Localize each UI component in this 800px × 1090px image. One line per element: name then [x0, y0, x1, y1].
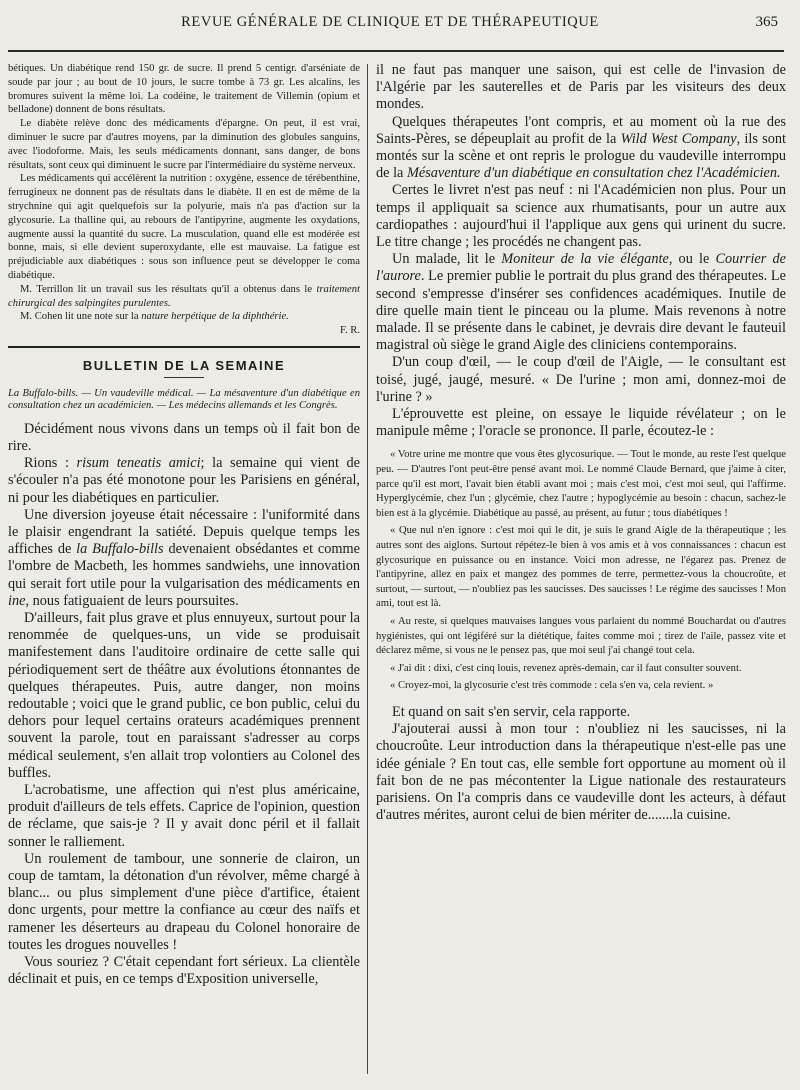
text-span: ; la semaine qui vient de s'écouler n'a pas été monotone pour les Parisiens en général, ni pour les diabétiques en particulier. [8, 455, 361, 506]
bulletin-continued [376, 62, 786, 440]
paragraph: Décidément nous vivons dans un temps où il fait bon de rire. [8, 420, 360, 454]
quote-paragraph: « Que nul n'en ignore : c'est moi qui le dit, je suis le grand Aigle de la thérapeutique ; les autres sont des aiglons. Surtout répétez-le bien à vos amis et à vos connaissances : chacun est glycosurique en puissance ou en instance. Voici mon adresse, ne l'égarez pas. Prenez de l'antipyrine, allez en paix et mangez des pommes de terre, permettez-vous la choucroûte, et surtout, — surtout, — n'oubliez pas les saucisses. Des saucisses ! Le régime des saucisses ! Mon ami, tout est là. [376, 525, 786, 610]
text-span: Une diversion joyeuse était nécessaire : l'uniformité dans le plaisir engendrant la satiété. Depuis quelque temps les affiches de [8, 506, 360, 558]
paragraph: L'éprouvette est pleine, on essaye le liquide révélateur ; on le manipule même ; l'oracle se prononce. Il parle, écoutez-le : [376, 406, 786, 440]
paragraph: bétiques. Un diabétique rend 150 gr. de sucre. Il prend 5 centigr. d'arséniate de soude par jour ; au bout de 10 jours, le sucre tombe à 73 gr. Les alcalins, les bromures suivent la même loi. La codéine, le traitement de Villemin (opium et belladone) donnent de bons résultats. [8, 63, 360, 116]
italic-span: nature herpétique de la diphthérie. [141, 311, 289, 323]
text-span: M. Cohen lit une note sur la [20, 311, 139, 323]
paragraph [8, 310, 360, 324]
italic-span: Courrier de l'aurore [376, 251, 786, 285]
quote-paragraph: « J'ai dit : dixi, c'est cinq louis, revenez après-demain, car il faut consulter souvent. [390, 662, 742, 674]
paragraph: Un roulement de tambour, une sonnerie de clairon, un coup de tamtam, la détonation d'un révolver, même chargé à blanc... ou plus simplement d'une pièce d'artifice, étaient donc urgents, pour mettre la confiance au cœur des naïfs et ramener les déserteurs au drapeau du Colonel honoraire de toutes les drogues nouvelles ! [8, 850, 360, 953]
consultation-quote [376, 448, 786, 694]
paragraph: J'ajouterai aussi à mon tour : n'oubliez ni les saucisses, ni la choucroûte. Leur introduction dans la thérapeutique n'est-elle pas une idée géniale ? En tout cas, elle semble fort opportune au moment où il fait bon de ne pas mécontenter la Ligue nationale des restaurateurs parisiens. On l'a compris dans ce vaudeville dont les acteurs, à défaut d'autres mérites, auront celui de bien mériter de.......la cuisine. [376, 721, 786, 824]
bulletin-conclusion [376, 704, 786, 824]
text-span: . Le premier publie le portrait du plus grand des thérapeutes. Le second s'empresse d'insérer ses confidences académiques. Inutile de dire quelle main tient le pinceau ou la plume. Mais revenons à notre malade. Il se présente dans le cabinet, je devrais dire devant le fauteuil magistral où siège le grand Aigle des cliniciens contemporains. [376, 268, 786, 354]
running-title: REVUE GÉNÉRALE DE CLINIQUE ET DE THÉRAPEUTIQUE [181, 14, 599, 30]
signature-line [8, 324, 360, 338]
text-span: , ou le [668, 251, 710, 268]
text-span: , nous fatiguaient de leurs poursuites. [25, 592, 239, 609]
italic-span: risum teneatis amici [76, 455, 201, 472]
left-column [8, 62, 360, 988]
quote-paragraph: « Croyez-moi, la glycosurie c'est très commode : cela s'en va, cela revient. » [390, 680, 714, 692]
page-header [0, 0, 800, 52]
paragraph: Vous souriez ? C'était cependant fort sérieux. La clientèle déclinait et puis, en ce temps d'Exposition universelle, [8, 954, 360, 988]
text-span: devenaient obsédantes et comme l'ombre de Macbeth, les hommes sandwiehs, une innovation qui serait fort utile pour la vulgarisation des médicaments en [8, 541, 361, 592]
header-rule [8, 50, 784, 52]
paragraph: Les médicaments qui accélèrent la nutrition : oxygène, essence de térébenthine, ferrugineux ne donnent pas de résultats dans le diabète. Il en est de même de la strychnine qui agit quelquefois sur la polyurie, mais n'a pas d'action sur la glycosurie. La thalline qui, au rebours de l'antipyrine, augmente les oxydations, augmente aussi la quantité du sucre. La musculation, quand elle est modérée est bonne, mais, si elle devient superoxydante, elle est mauvaise. La fatigue est préjudiciable aux diabétiques : sous son influence peut se développer le coma diabétique. [8, 173, 360, 281]
paragraph: Le diabète relève donc des médicaments d'épargne. On peut, il est vrai, diminuer le sucre par d'autres moyens, par la diminution des globules sanguins, avec l'iodoforme. Mais, les seuls médicaments donnant, sans danger, de bons résultats, sont ceux qui diminuent le sucre par l'intermédiaire du système nerveux. [8, 118, 360, 171]
italic-span: Mésaventure d'un diabétique en consultation chez l'Académicien. [406, 165, 781, 182]
quote-paragraph: « Votre urine me montre que vous êtes glycosurique. — Tout le monde, au reste l'est quelque peu. — D'autres l'ont peut-être pensé avant moi. Le nommé Claude Bernard, que j'aime à citer, parce qu'il est mort, l'avait bien établi avant moi ; mais c'est moi, c'est moi seul, qui l'affirme. Hyperglycémie, chez l'un ; glycémie, chez l'autre ; hypoglycémie au besoin : chacun, sachez-le bien est à la glycémie. Diabétique au passé, au présent, au futur ; tous diabétiques ! [376, 449, 786, 519]
text-span: Rions : [24, 455, 69, 472]
quote-paragraph: « Au reste, si quelques mauvaises langues vous parlaient du nommé Bouchardat ou d'autres hygiénistes, qui ont légiféré sur la diététique, faites comme moi ; tirez de l'aile, passez vite et déclarez même, si vous ne le pensez pas, que moi seul j'ai changé tout cela. [376, 616, 786, 657]
paragraph: il ne faut pas manquer une saison, qui est celle de l'invasion de l'Algérie par les sauterelles et de Paris par les visiteurs des deux mondes. [376, 62, 786, 113]
academy-report [8, 62, 360, 338]
paragraph [8, 455, 360, 507]
title-ornament [164, 377, 204, 378]
text-span: Quelques thérapeutes l'ont compris, et au moment où la rue des Saints-Pères, se dépeuplait au profit de la [376, 113, 786, 147]
bulletin-body [8, 421, 360, 989]
section-summary: La Buffalo-bills. — Un vaudeville médical. — La mésaventure d'un diabétique en consultation chez un académicien. — Les médecins allemands et les Congrès. [8, 387, 360, 412]
paragraph: Certes le livret n'est pas neuf : ni l'Académicien non plus. Pour un temps il appliquait sa science aux rhumatisants, pour un autre aux cardiopathes : aujourd'hui il l'applique aux gens qui urinent du sucre. Le titre change ; les procédés ne changent pas. [376, 182, 786, 251]
italic-span: la Buffalo-bills [76, 541, 164, 558]
italic-span: Moniteur de la vie élégante [501, 251, 669, 268]
paragraph: Et quand on sait s'en servir, cela rapporte. [392, 703, 631, 720]
paragraph: D'un coup d'œil, — le coup d'œil de l'Aigle, — le consultant est toisé, jugé, jaugé, mesuré. « De l'urine ; mon ami, donnez-moi de l'urine ? » [376, 354, 786, 405]
paragraph: L'acrobatisme, une affection qui n'est plus américaine, produit d'ailleurs de tels effets. Caprice de l'opinion, question de réclame, que sais-je ? Il y avait donc péril et il fallait sonner le ralliement. [8, 782, 360, 850]
italic-span: Wild West Company [620, 130, 737, 147]
signature: F. R. [339, 325, 360, 337]
text-span: Un malade, lit le [392, 251, 496, 268]
right-column [376, 62, 786, 824]
paragraph: D'ailleurs, fait plus grave et plus ennuyeux, surtout pour la renommée de quelques-uns, un vide se produisait manifestement dans l'auditoire ordinaire de cette salle qui périodiquement sert de théâtre aux évolutions étonnantes de quelques thérapeutes. Puis, autre danger, non moins redoutable ; voici que le grand public, ce bon public, celui du dehors pour lequel certains orateurs académiques prennent souvent la parole, tout en paraissant s'adresser au corps médical seulement, s'en allait trop volontiers au Colonel des buffles. [8, 609, 360, 781]
bulletin-section [8, 346, 360, 989]
column-divider [367, 64, 368, 1074]
italic-span: ine [8, 592, 26, 609]
section-title: BULLETIN DE LA SEMAINE [82, 357, 286, 373]
text-span: , ils sont montés sur la scène et ont repris le prologue du vaudeville interrompu de la [376, 130, 786, 182]
paragraph [376, 114, 786, 183]
paragraph [376, 251, 786, 354]
paragraph [8, 507, 360, 610]
paragraph [8, 283, 360, 311]
page-number: 365 [755, 14, 778, 30]
text-span: M. Terrillon lit un travail sus les résultats qu'il a obtenus dans le [20, 283, 313, 295]
italic-span: traitement chirurgical des salpingites purulentes. [8, 283, 360, 309]
